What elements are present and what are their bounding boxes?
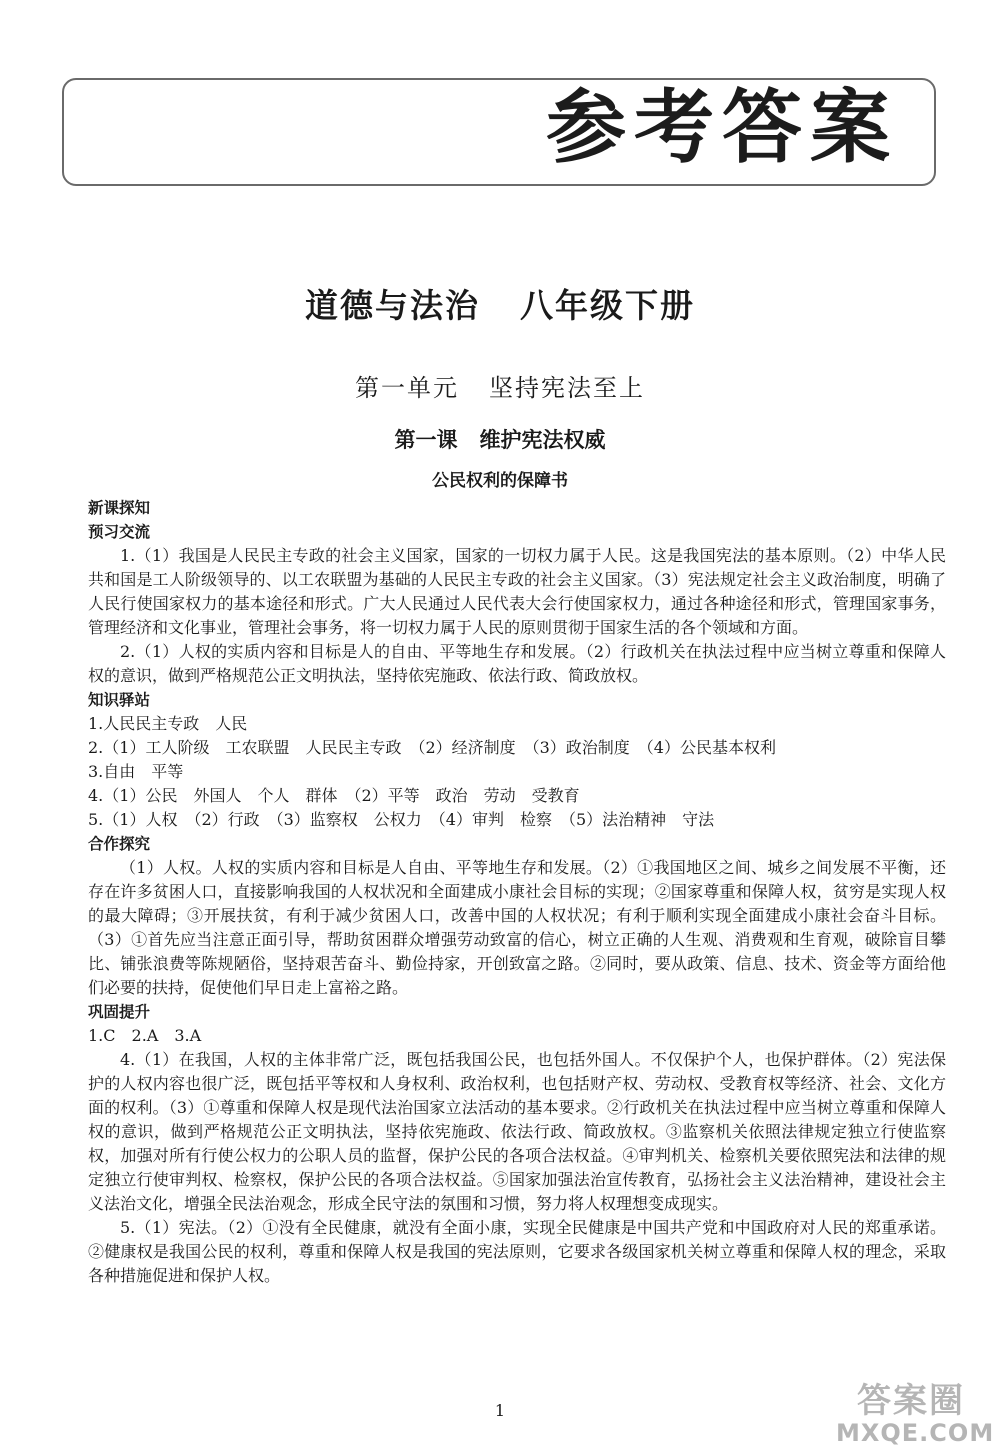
page-number: 1 [494, 1401, 506, 1420]
knowledge-answer-1: 1.人民民主专政 人民 [88, 714, 248, 733]
choice-answers: 1.C 2.A 3.A [88, 1026, 202, 1045]
book-subject: 道德与法治 [305, 286, 480, 325]
knowledge-answer-2: 2.（1）工人阶级 工农联盟 人民民主专政 （2）经济制度 （3）政治制度 （4）公民基本权利 [88, 738, 776, 757]
heading-new-lesson: 新课探知 [88, 499, 151, 517]
heading-knowledge: 知识驿站 [88, 691, 151, 709]
book-grade: 八年级下册 [520, 286, 695, 325]
unit-name: 坚持宪法至上 [489, 374, 645, 402]
cooperation-answer: （1）人权。人权的实质内容和目标是人自由、平等地生存和发展。（2）①我国地区之间、城乡之间发展不平衡，还存在许多贫困人口，直接影响我国的人权状况和全面建成小康社会目标的实现；②国家尊重和保障人权，贫穷是实现人权的最大障碍；③开展扶贫，有利于减少贫困人口，改善中国的人权状况；有利于顺利实现全面建成小康社会奋斗目标。（3）①首先应当注意正面引导，帮助贫困群众增强劳动致富的信心，树立正确的人生观、消费观和生育观，破除盲目攀比、铺张浪费等陈规陋俗，坚持艰苦奋斗、勤俭持家，开创致富之路。②同时，要从政策、信息、技术、资金等方面给他们必要的扶持，促使他们早日走上富裕之路。 [88, 858, 946, 997]
preview-answer-1: 1.（1）我国是人民民主专政的社会主义国家，国家的一切权力属于人民。这是我国宪法的基本原则。（2）中华人民共和国是工人阶级领导的、以工农联盟为基础的人民民主专政的社会主义国家。（3）宪法规定社会主义政治制度，明确了人民行使国家权力的基本途径和形式。广大人民通过人民代表大会行使国家权力，通过各种途径和形式，管理国家事务，管理经济和文化事业，管理社会事务，将一切权力属于人民的原则贯彻于国家生活的各个领域和方面。 [88, 546, 946, 637]
book-title [0, 280, 1000, 327]
consolidate-answer-4: 4.（1）在我国，人权的主体非常广泛，既包括我国公民，也包括外国人。不仅保护个人，也保护群体。（2）宪法保护的人权内容也很广泛，既包括平等权和人身权利、政治权利，也包括财产权、劳动权、受教育权等经济、社会、文化方面的权利。（3）①尊重和保障人权是现代法治国家立法活动的基本要求。②行政机关在执法过程中应当树立尊重和保障人权的意识，做到严格规范公正文明执法，坚持依宪施政、依法行政、简政放权。③监察机关依照法律规定独立行使监察权，加强对所有行使公权力的公职人员的监督，保护公民的各项合法权益。④审判机关、检察机关要依照宪法和法律的规定独立行使审判权、检察权，保护公民的各项合法权益。⑤国家加强法治宣传教育，弘扬社会主义法治精神，建设社会主义法治文化，增强全民法治观念，形成全民守法的氛围和习惯，努力将人权理想变成现实。 [88, 1050, 946, 1213]
section-title: 公民权利的保障书 [432, 471, 568, 491]
heading-cooperation: 合作探究 [88, 835, 151, 853]
unit-title [0, 368, 1000, 403]
consolidate-answer-5: 5.（1）宪法。（2）①没有全民健康，就没有全面小康，实现全民健康是中国共产党和中国政府对人民的郑重承诺。②健康权是我国公民的权利，尊重和保障人权是我国的宪法原则，它要求各级国家机关树立尊重和保障人权的理念，采取各种措施促进和保护人权。 [88, 1218, 946, 1285]
unit-number: 第一单元 [355, 374, 459, 402]
lesson-name: 维护宪法权威 [479, 428, 606, 452]
lesson-title [0, 424, 1000, 454]
answer-content [88, 496, 946, 1288]
watermark-domain: MXQE.COM [836, 1419, 995, 1447]
heading-consolidate: 巩固提升 [88, 1003, 151, 1021]
knowledge-answer-5: 5.（1）人权 （2）行政 （3）监察权 公权力 （4）审判 检察 （5）法治精神 守法 [88, 810, 715, 829]
preview-answer-2: 2.（1）人权的实质内容和目标是人的自由、平等地生存和发展。（2）行政机关在执法过程中应当树立尊重和保障人权的意识，做到严格规范公正文明执法，坚持依宪施政、依法行政、简政放权。 [88, 642, 946, 685]
heading-preview: 预习交流 [88, 523, 151, 541]
banner-title: 参考答案 [546, 81, 898, 174]
answer-banner [62, 78, 936, 186]
knowledge-answer-3: 3.自由 平等 [88, 762, 184, 781]
watermark-logo [836, 1381, 995, 1448]
watermark-seal: 答案圈 [857, 1381, 965, 1421]
knowledge-answer-4: 4.（1）公民 外国人 个人 群体 （2）平等 政治 劳动 受教育 [88, 786, 580, 805]
lesson-number: 第一课 [394, 428, 458, 452]
